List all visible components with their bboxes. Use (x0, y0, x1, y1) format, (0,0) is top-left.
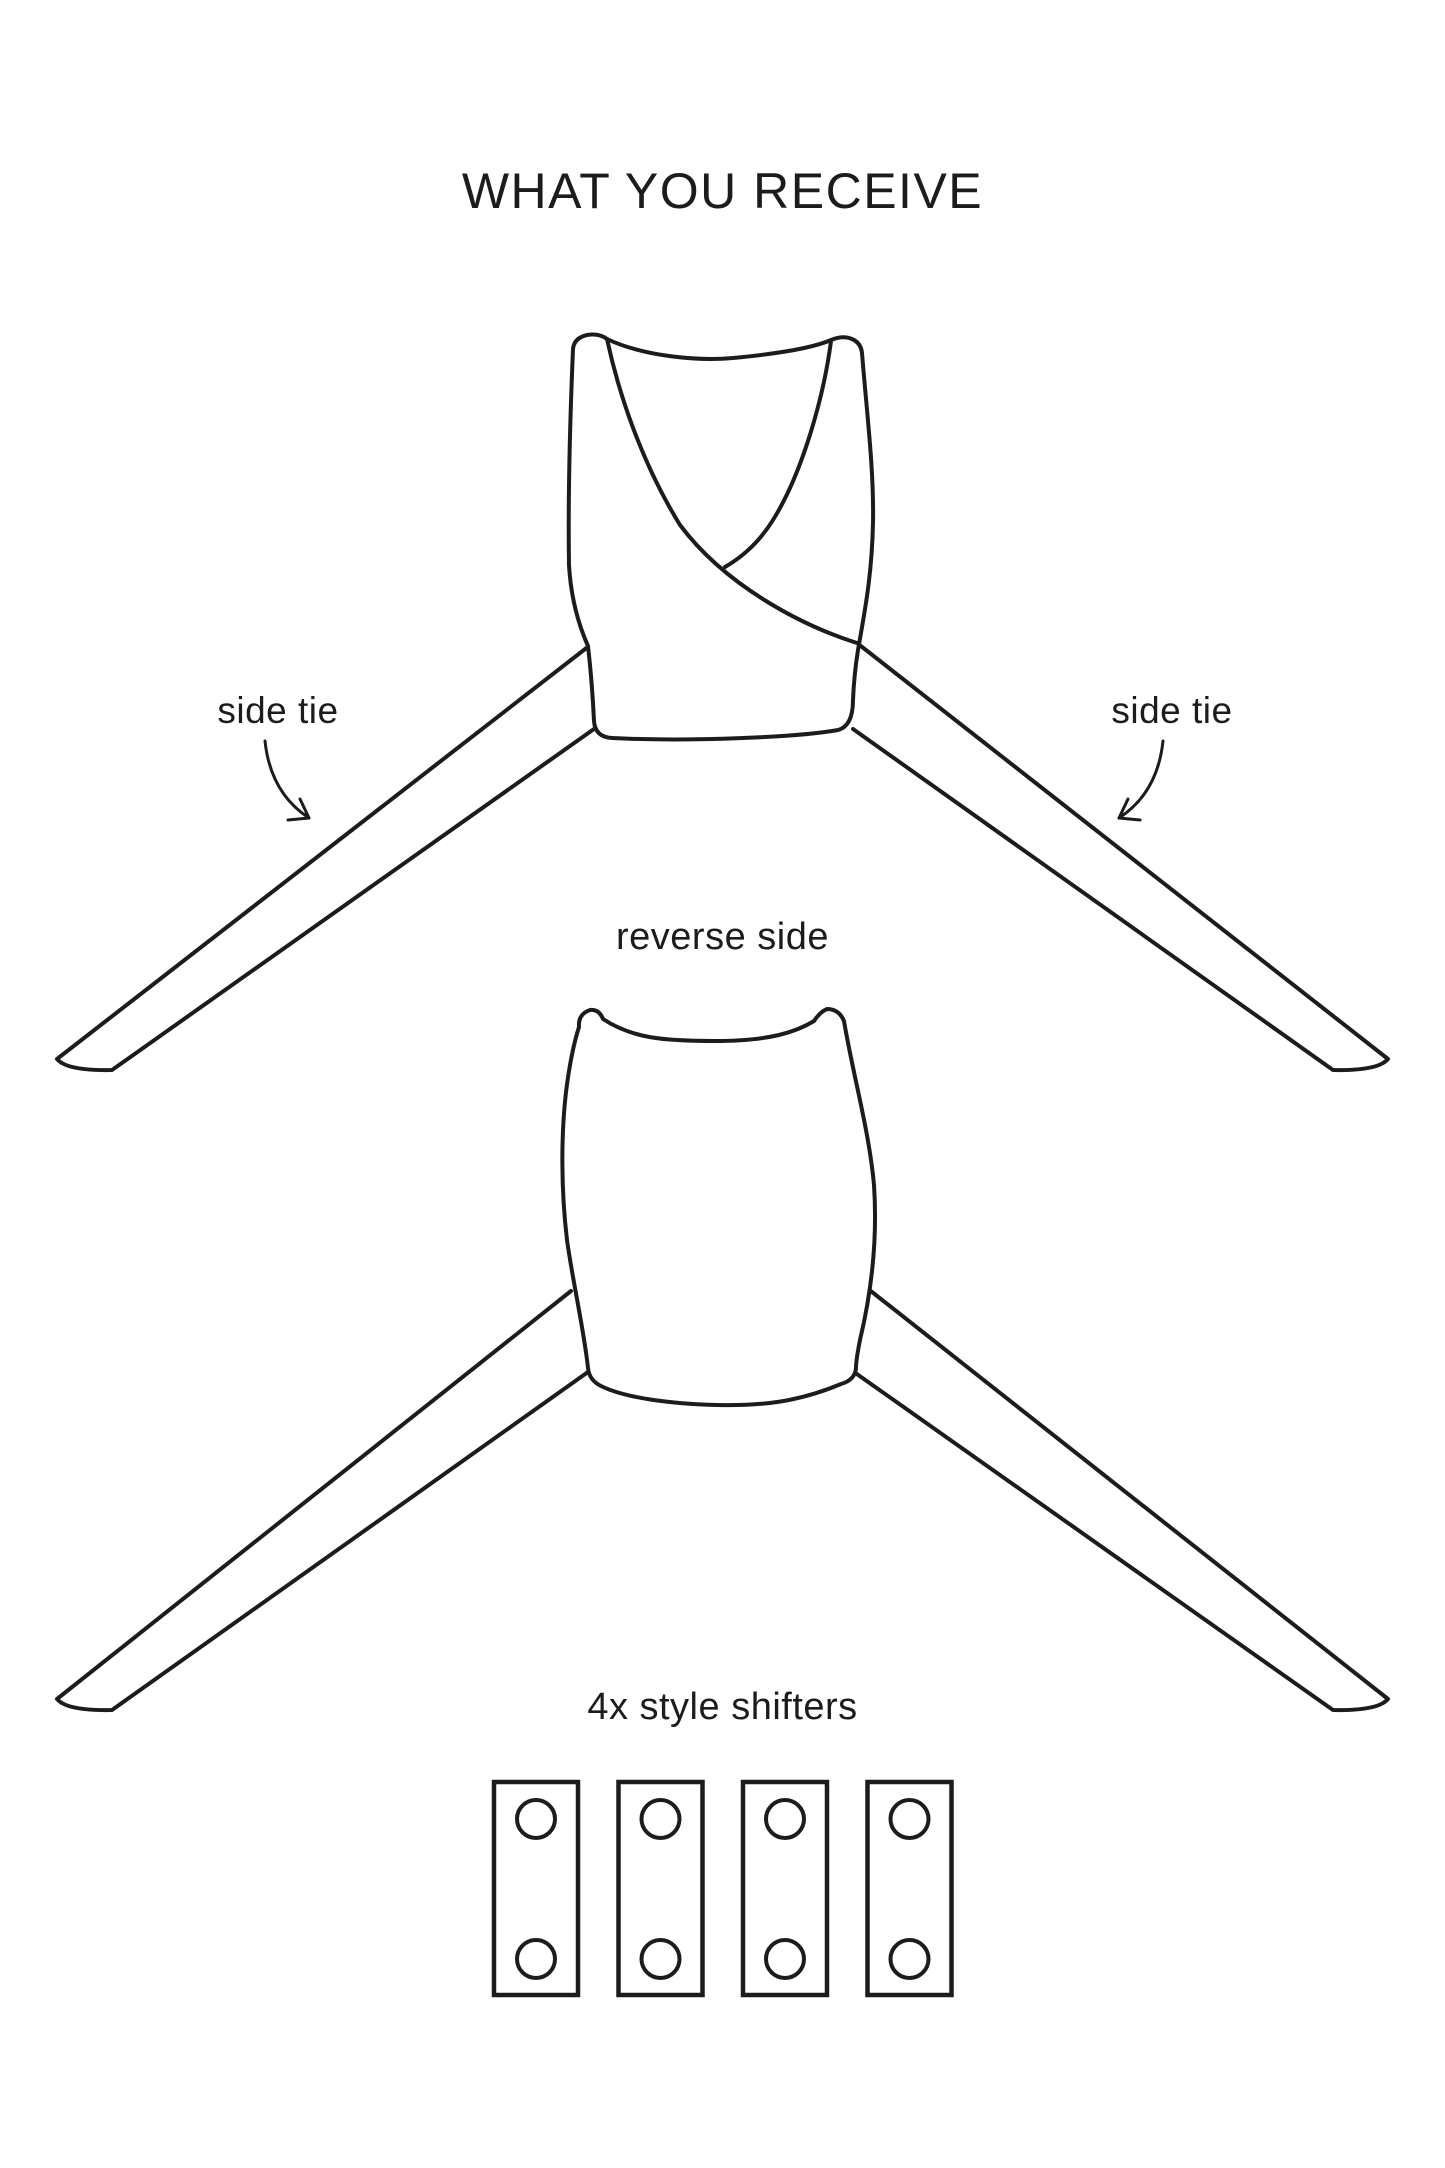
snap-bottom-icon (766, 1940, 804, 1978)
style-shifter-strip-1 (494, 1782, 578, 1995)
back-view-illustration (57, 1009, 1388, 1710)
left-curved-arrow-icon (265, 741, 309, 820)
style-shifter-strip-2 (619, 1782, 703, 1995)
style-shifter-strip-4 (868, 1782, 952, 1995)
label-side-tie-left: side tie (217, 690, 339, 731)
right-curved-arrow-icon (1119, 741, 1163, 820)
page-title: WHAT YOU RECEIVE (461, 163, 984, 219)
snap-bottom-icon (891, 1940, 929, 1978)
label-reverse-side: reverse side (616, 916, 829, 958)
back-bodice (562, 1009, 875, 1405)
back-right-tie (854, 1288, 1388, 1710)
label-style-shifters: 4x style shifters (587, 1686, 858, 1728)
label-side-tie-right: side tie (1111, 690, 1233, 731)
snap-bottom-icon (642, 1940, 680, 1978)
style-shifters-group (494, 1782, 952, 1995)
style-shifter-strip-3 (743, 1782, 827, 1995)
snap-bottom-icon (517, 1940, 555, 1978)
snap-top-icon (642, 1800, 680, 1838)
snap-top-icon (517, 1800, 555, 1838)
snap-top-icon (766, 1800, 804, 1838)
front-bodice (569, 335, 873, 740)
back-left-tie (57, 1291, 588, 1710)
snap-top-icon (891, 1800, 929, 1838)
